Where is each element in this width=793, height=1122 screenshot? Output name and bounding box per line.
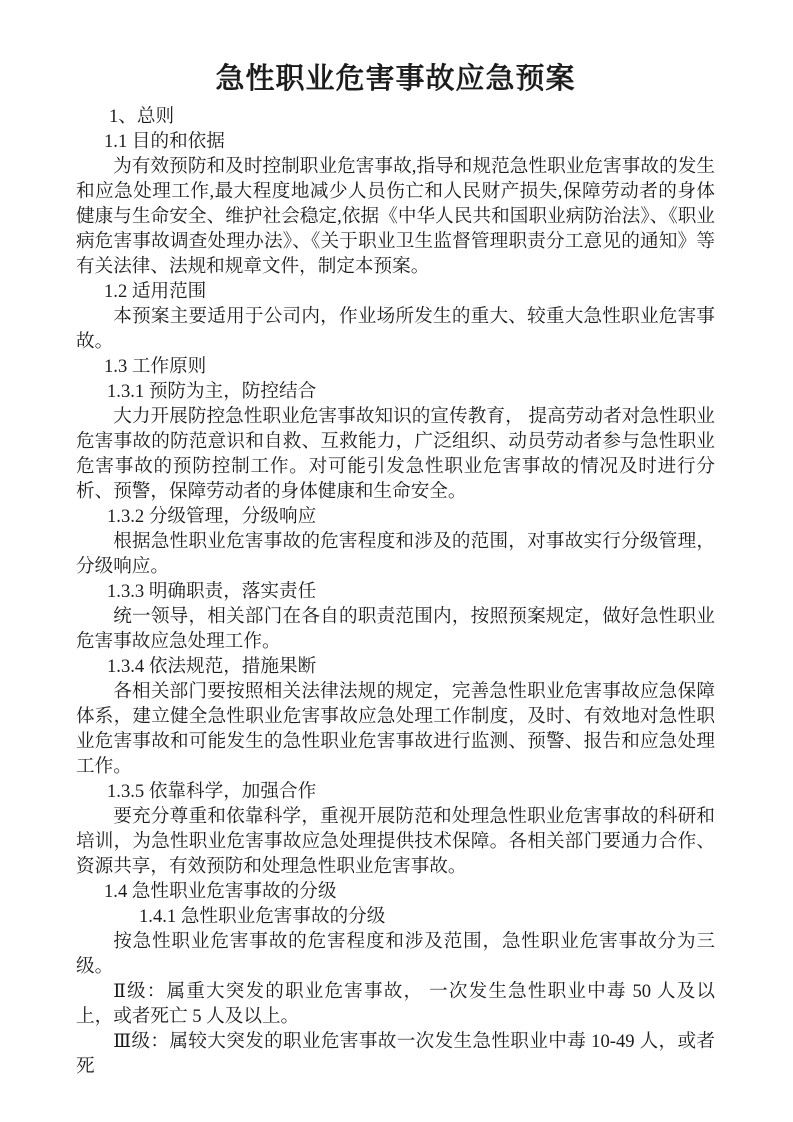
paragraph: Ⅲ级：属较大突发的职业危害事故一次发生急性职业中毒 10-49 人，或者死 (76, 1031, 715, 1077)
paragraph: 为有效预防和及时控制职业危害事故,指导和规范急性职业危害事故的发生和应急处理工作,最大程度地减少人员伤亡和人民财产损失,保障劳动者的身体健康与生命安全、维护社会稳定,依据《中华人民共和国职业病防治法》、《职业病危害事故调查处理办法》、《关于职业卫生监督管理职责分工意见的通知》等有关法律、法规和规章文件，制定本预案。 (76, 156, 715, 277)
section-heading: 1.2 适用范围 (104, 281, 207, 302)
paragraph: 统一领导，相关部门在各自的职责范围内，按照预案规定，做好急性职业危害事故应急处理工作。 (76, 606, 715, 652)
paragraph: 按急性职业危害事故的危害程度和涉及范围，急性职业危害事故分为三级。 (76, 931, 715, 977)
paragraph: 大力开展防控急性职业危害事故知识的宣传教育， 提高劳动者对急性职业危害事故的防范意识和自救、互救能力，广泛组织、动员劳动者参与急性职业危害事故的预防控制工作。对可能引发急性职业危害事故的情况及时进行分析、预警，保障劳动者的身体健康和生命安全。 (76, 406, 715, 502)
section-heading: 1.3.4 依法规范，措施果断 (107, 656, 317, 677)
section-heading: 1.4 急性职业危害事故的分级 (104, 881, 337, 902)
section-heading: 1.3.5 依靠科学，加强合作 (107, 781, 317, 802)
section-heading: 1.1 目的和依据 (104, 131, 225, 152)
section-heading: 1、总则 (109, 106, 175, 127)
section-heading: 1.4.1 急性职业危害事故的分级 (139, 906, 386, 927)
paragraph: 本预案主要适用于公司内，作业场所发生的重大、较重大急性职业危害事故。 (76, 306, 715, 352)
paragraph: Ⅱ级：属重大突发的职业危害事故， 一次发生急性职业中毒 50 人及以上，或者死亡 5 人及以上。 (76, 981, 715, 1027)
document-title: 急性职业危害事故应急预案 (215, 63, 576, 95)
paragraph: 根据急性职业危害事故的危害程度和涉及的范围，对事故实行分级管理，分级响应。 (76, 531, 715, 577)
document-body (76, 104, 715, 1079)
paragraph: 要充分尊重和依靠科学，重视开展防范和处理急性职业危害事故的科研和培训，为急性职业危害事故应急处理提供技术保障。各相关部门要通力合作、资源共享，有效预防和处理急性职业危害事故。 (76, 806, 715, 877)
section-heading: 1.3.1 预防为主，防控结合 (107, 381, 317, 402)
section-heading: 1.3 工作原则 (104, 356, 207, 377)
section-heading: 1.3.2 分级管理，分级响应 (107, 506, 317, 527)
paragraph: 各相关部门要按照相关法律法规的规定，完善急性职业危害事故应急保障体系，建立健全急性职业危害事故应急处理工作制度，及时、有效地对急性职业危害事故和可能发生的急性职业危害事故进行监测、预警、报告和应急处理工作。 (76, 681, 715, 777)
section-heading: 1.3.3 明确职责，落实责任 (107, 581, 317, 602)
